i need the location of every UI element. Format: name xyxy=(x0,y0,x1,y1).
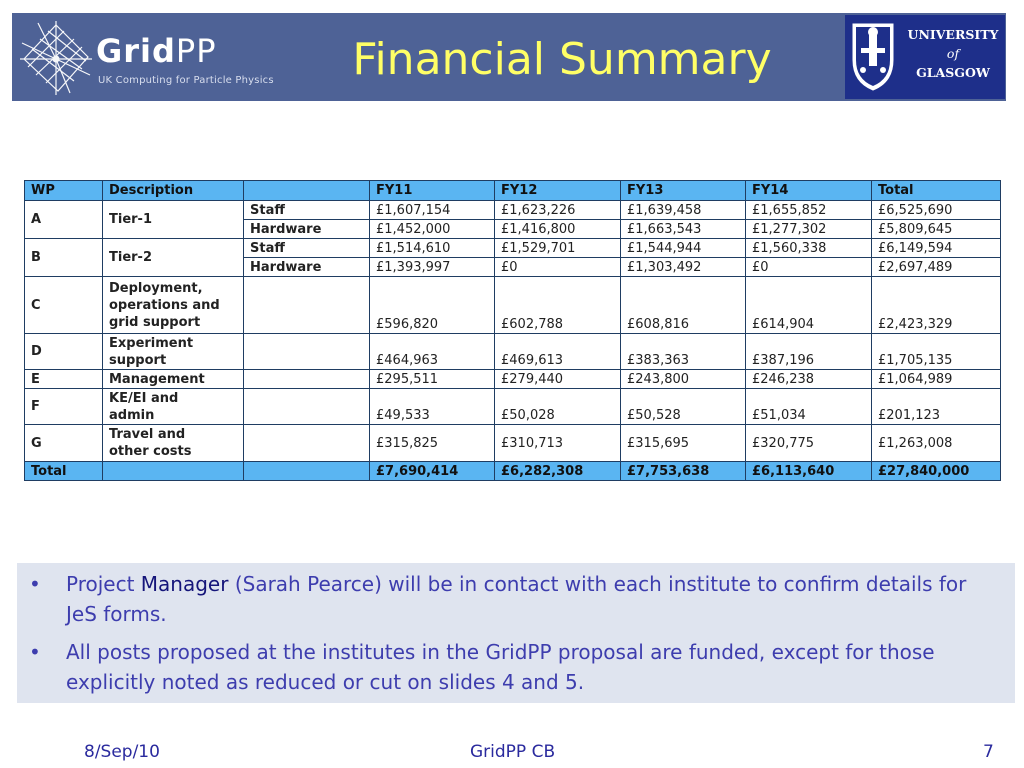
wordmark-bold: Grid xyxy=(96,32,176,70)
cell-fy11: £295,511 xyxy=(370,370,495,389)
description-line: operations and xyxy=(109,297,220,313)
cell-fy11: £315,825 xyxy=(370,425,495,462)
bullet-item xyxy=(17,637,1015,697)
cell-fy12: £1,416,800 xyxy=(495,220,621,239)
description-line: Experiment xyxy=(109,335,194,351)
cell-fy11: £1,607,154 xyxy=(370,201,495,220)
cell-description xyxy=(103,277,244,334)
col-header-fy13: FY13 xyxy=(621,181,746,201)
cell-wp: C xyxy=(25,277,103,334)
financial-summary-table xyxy=(24,180,1001,481)
cell-fy14: £246,238 xyxy=(746,370,872,389)
table-row xyxy=(25,277,1001,334)
description-line: grid support xyxy=(109,314,201,330)
cell-fy14: £1,277,302 xyxy=(746,220,872,239)
cell-fy12: £0 xyxy=(495,258,621,277)
cell-fy11: £1,514,610 xyxy=(370,239,495,258)
bullet-icon: • xyxy=(29,572,41,596)
cell-empty xyxy=(244,462,370,481)
cell-fy13: £383,363 xyxy=(621,334,746,370)
cell-total: £2,423,329 xyxy=(872,277,1001,334)
description-line: Travel and xyxy=(109,427,186,442)
col-header-type xyxy=(244,181,370,201)
cell-description: Tier-1 xyxy=(103,201,244,239)
table-row xyxy=(25,425,1001,462)
col-header-fy11: FY11 xyxy=(370,181,495,201)
bullet-list xyxy=(17,569,1015,697)
university-name xyxy=(901,25,1005,82)
cell-fy11: £1,452,000 xyxy=(370,220,495,239)
cell-fy13: £243,800 xyxy=(621,370,746,389)
table-row xyxy=(25,239,1001,258)
cell-fy14: £614,904 xyxy=(746,277,872,334)
cell-fy13: £50,528 xyxy=(621,389,746,425)
total-fy14: £6,113,640 xyxy=(746,462,872,481)
description-line: other costs xyxy=(109,444,192,459)
cell-total: £1,705,135 xyxy=(872,334,1001,370)
description-line: support xyxy=(109,352,167,368)
col-header-fy14: FY14 xyxy=(746,181,872,201)
cell-total: £6,525,690 xyxy=(872,201,1001,220)
table-total-row xyxy=(25,462,1001,481)
col-header-wp: WP xyxy=(25,181,103,201)
wordmark-thin: PP xyxy=(175,32,217,70)
cell-description xyxy=(103,425,244,462)
cell-fy14: £387,196 xyxy=(746,334,872,370)
page-number: 7 xyxy=(983,742,994,762)
cell-empty xyxy=(103,462,244,481)
bullet-item xyxy=(17,569,1015,629)
cell-total: £2,697,489 xyxy=(872,258,1001,277)
bullet-text: All posts proposed at the institutes in the GridPP proposal are funded, except for those explicitly noted as reduced or cut on slides 4 and 5. xyxy=(66,640,935,694)
manager-highlight: Manager xyxy=(140,572,229,596)
cell-fy13: £315,695 xyxy=(621,425,746,462)
cell-wp: A xyxy=(25,201,103,239)
cell-type xyxy=(244,425,370,462)
col-header-total: Total xyxy=(872,181,1001,201)
table-header-row xyxy=(25,181,1001,201)
university-line3: GLASGOW xyxy=(916,65,990,80)
table-row xyxy=(25,201,1001,220)
cell-fy12: £279,440 xyxy=(495,370,621,389)
cell-fy12: £50,028 xyxy=(495,389,621,425)
col-header-fy12: FY12 xyxy=(495,181,621,201)
cell-fy11: £49,533 xyxy=(370,389,495,425)
notes-box xyxy=(17,563,1015,703)
cell-fy13: £1,544,944 xyxy=(621,239,746,258)
cell-fy11: £464,963 xyxy=(370,334,495,370)
description-line: KE/EI and xyxy=(109,390,179,406)
gridpp-logo xyxy=(18,17,278,97)
cell-type xyxy=(244,389,370,425)
cell-wp: E xyxy=(25,370,103,389)
slide-header xyxy=(12,13,1006,101)
description-line: admin xyxy=(109,407,155,423)
cell-description xyxy=(103,334,244,370)
footer-date: 8/Sep/10 xyxy=(84,742,160,762)
university-line1: UNIVERSITY xyxy=(907,27,999,42)
cell-type xyxy=(244,370,370,389)
cell-type: Hardware xyxy=(244,258,370,277)
table-row xyxy=(25,334,1001,370)
cell-total: £201,123 xyxy=(872,389,1001,425)
total-fy11: £7,690,414 xyxy=(370,462,495,481)
cell-fy14: £320,775 xyxy=(746,425,872,462)
cell-type: Staff xyxy=(244,239,370,258)
cell-fy14: £1,560,338 xyxy=(746,239,872,258)
bullet-icon: • xyxy=(29,640,41,664)
cell-fy14: £1,655,852 xyxy=(746,201,872,220)
cell-fy14: £0 xyxy=(746,258,872,277)
cell-fy11: £596,820 xyxy=(370,277,495,334)
cell-wp: F xyxy=(25,389,103,425)
gridpp-tagline: UK Computing for Particle Physics xyxy=(98,75,274,86)
cell-total: £1,263,008 xyxy=(872,425,1001,462)
cell-fy12: £1,623,226 xyxy=(495,201,621,220)
university-crest-icon xyxy=(849,20,897,94)
cell-fy12: £310,713 xyxy=(495,425,621,462)
page-title: Financial Summary xyxy=(352,34,772,85)
bullet-text: Project xyxy=(66,572,141,596)
cell-fy12: £469,613 xyxy=(495,334,621,370)
university-line2: of xyxy=(946,46,960,61)
total-label: Total xyxy=(25,462,103,481)
cell-total: £5,809,645 xyxy=(872,220,1001,239)
gridpp-wordmark xyxy=(96,34,217,68)
cell-fy11: £1,393,997 xyxy=(370,258,495,277)
cell-fy13: £1,663,543 xyxy=(621,220,746,239)
bullet-text: (Sarah Pearce) will be in contact with each institute to confirm details for JeS forms. xyxy=(66,572,967,626)
table-row xyxy=(25,370,1001,389)
cell-description xyxy=(103,389,244,425)
cell-type xyxy=(244,334,370,370)
cell-fy14: £51,034 xyxy=(746,389,872,425)
cell-fy13: £1,303,492 xyxy=(621,258,746,277)
cell-type: Hardware xyxy=(244,220,370,239)
cell-total: £1,064,989 xyxy=(872,370,1001,389)
cell-type: Staff xyxy=(244,201,370,220)
cell-fy12: £602,788 xyxy=(495,277,621,334)
cell-wp: D xyxy=(25,334,103,370)
cell-wp: B xyxy=(25,239,103,277)
total-fy13: £7,753,638 xyxy=(621,462,746,481)
col-header-description: Description xyxy=(103,181,244,201)
cell-fy12: £1,529,701 xyxy=(495,239,621,258)
footer-title: GridPP CB xyxy=(470,742,556,762)
cell-fy13: £1,639,458 xyxy=(621,201,746,220)
description-line: Deployment, xyxy=(109,280,203,296)
table-row xyxy=(25,389,1001,425)
university-logo xyxy=(845,15,1005,99)
total-grand: £27,840,000 xyxy=(872,462,1001,481)
grid-network-icon xyxy=(18,19,94,95)
cell-total: £6,149,594 xyxy=(872,239,1001,258)
cell-description: Management xyxy=(103,370,244,389)
cell-type xyxy=(244,277,370,334)
total-fy12: £6,282,308 xyxy=(495,462,621,481)
cell-description: Tier-2 xyxy=(103,239,244,277)
cell-wp: G xyxy=(25,425,103,462)
cell-fy13: £608,816 xyxy=(621,277,746,334)
